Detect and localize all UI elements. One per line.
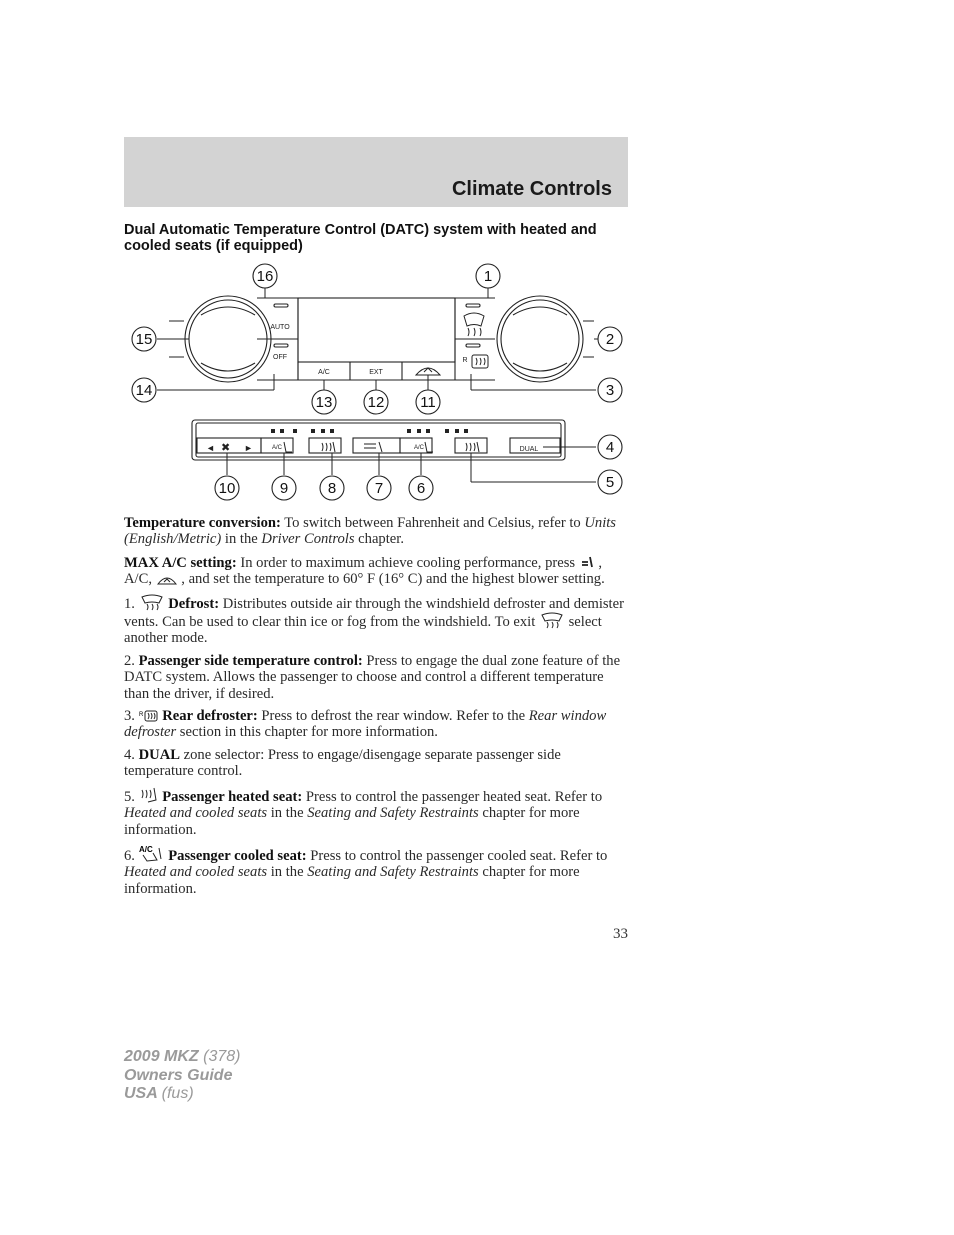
- item-4-dual: 4. DUAL zone selector: Press to engage/disengage separate passenger side temperature control.: [124, 746, 561, 780]
- header-band: [124, 137, 628, 207]
- defrost-icon: [139, 594, 165, 611]
- fan-down-icon: ◄: [206, 443, 215, 453]
- auto-label: AUTO: [270, 324, 290, 331]
- callout-5: 5: [605, 474, 615, 491]
- dual-label: DUAL: [519, 446, 539, 453]
- climate-control-diagram: [124, 262, 628, 506]
- driver-controls-reference: Driver Controls: [261, 531, 355, 548]
- callout-4: 4: [605, 439, 615, 456]
- item-6-cooled-seat: 6. A/C Passenger cooled seat: Press to control the passenger cooled seat. Refer to Heated and cooled seats in the Seating and Safety Restraints chapter for more information.: [124, 844, 608, 897]
- cooled-seat-icon: [139, 844, 165, 863]
- callout-14: 14: [135, 382, 153, 399]
- body-text: [124, 515, 630, 903]
- heated-seat-icon: [139, 786, 159, 804]
- callout-3: 3: [605, 382, 615, 399]
- defrost-icon: [464, 313, 484, 336]
- rear-defrost-icon: [139, 709, 159, 723]
- display-screen: [298, 298, 455, 362]
- callout-15: 15: [135, 331, 153, 348]
- item-1-defrost: 1. Defrost: Distributes outside air through the windshield defroster and demister vents. Can be used to clear thin ice or fog from the windshield. To exit select another mode.: [124, 595, 624, 647]
- passenger-temp-knob: [497, 296, 583, 382]
- off-label: OFF: [273, 354, 287, 361]
- max-ac-paragraph: MAX A/C setting: In order to maximum achieve cooling performance, press , A/C, , and set the temperature to 60° F (16° C) and the highest blower setting.: [124, 554, 605, 588]
- upper-panel: [185, 296, 583, 382]
- callout-7: 7: [374, 480, 384, 497]
- indicator-dots: [271, 429, 468, 433]
- callout-12: 12: [367, 394, 385, 411]
- item-5-heated-seat: 5. Passenger heated seat: Press to control the passenger heated seat. Refer to Heated and cooled seats in the Seating and Safety Restraints chapter for more information.: [124, 786, 630, 838]
- callout-1: 1: [483, 268, 493, 285]
- floor-mode-icon: [579, 554, 595, 570]
- callout-6: 6: [416, 480, 426, 497]
- ac-label: A/C: [318, 369, 330, 376]
- svg-text:R: R: [138, 712, 143, 719]
- recirculation-icon: [156, 574, 178, 586]
- fan-icon: ✖: [221, 442, 231, 454]
- callout-11: 11: [420, 394, 436, 411]
- callout-10: 10: [218, 480, 236, 497]
- item-3-rear-defroster: 3. R Rear defroster: Press to defrost the rear window. Refer to the Rear window defroster section in this chapter for more information.: [124, 708, 607, 741]
- footer: 2009 MKZ (378) Owners Guide USA (fus): [124, 1048, 241, 1102]
- item-2-passenger-temp: 2. Passenger side temperature control: Press to engage the dual zone feature of the DATC system. Allows the passenger to choose and control a different temperature than the driver, if desired.: [124, 652, 621, 702]
- recirculation-icon: [416, 368, 440, 375]
- page-title: Climate Controls: [451, 178, 612, 200]
- defrost-icon: [539, 612, 565, 629]
- rear-label: R: [462, 357, 468, 364]
- seat-icons: [284, 442, 479, 452]
- page-number: 33: [613, 926, 628, 942]
- seat-cooled-label-left: A/C: [272, 445, 283, 451]
- callout-2: 2: [605, 331, 615, 348]
- units-reference: Units (English/Metric): [124, 515, 616, 548]
- seat-cooled-label-right: A/C: [414, 445, 425, 451]
- section-heading: Dual Automatic Temperature Control (DATC) system with heated and cooled seats (if equipped): [124, 222, 597, 254]
- rear-defrost-icon: [472, 355, 488, 368]
- temp-conversion-paragraph: Temperature conversion: To switch between Fahrenheit and Celsius, refer to Units (English/Metric) in the Driver Controls chapter.: [124, 515, 616, 548]
- callout-9: 9: [279, 480, 289, 497]
- callout-16: 16: [256, 268, 274, 285]
- callout-13: 13: [315, 394, 333, 411]
- callout-8: 8: [327, 480, 337, 497]
- ext-label: EXT: [369, 369, 383, 376]
- fan-up-icon: ►: [244, 443, 253, 453]
- svg-text:A/C: A/C: [138, 844, 153, 854]
